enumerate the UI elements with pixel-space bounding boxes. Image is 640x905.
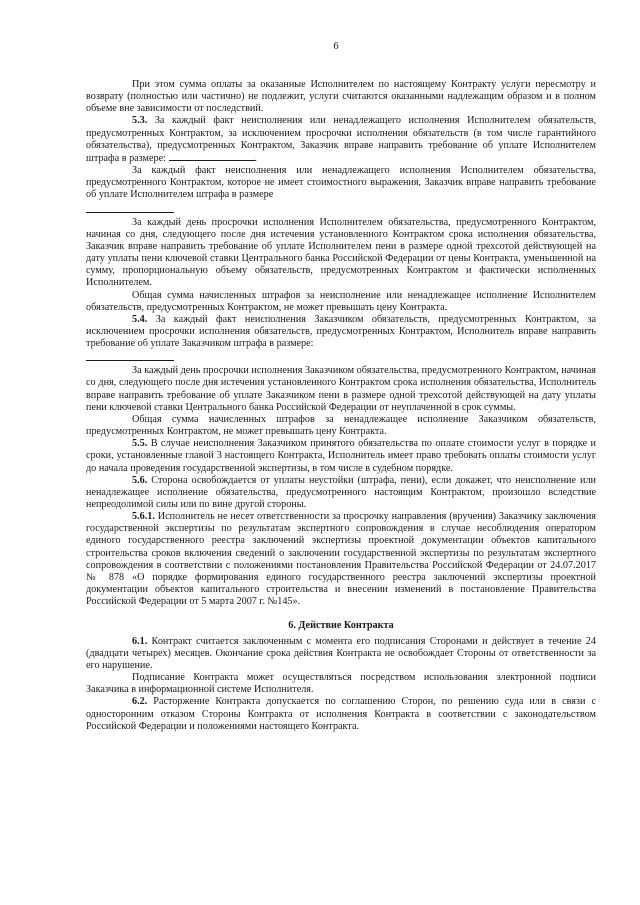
paragraph-5-3: 5.3. За каждый факт неисполнения или ненадлежащего исполнения Исполнителем обязательств, предусмотренных Контрактом, за исключением просрочки исполнения обязательств (в том числе гарантийного обязательства), предусмотренных Контрактом, Заказчик вправе направить требование об уплате Исполнителем штрафа в размере: . <box>86 115 596 164</box>
clause-number: 5.4. <box>132 313 148 325</box>
clause-text: Расторжение Контракта допускается по соглашению Сторон, по решению суда или в связи с односторонним отказом Стороны Контракта от исполнения Контракта в соответствии с законодательством Российской Федерации и положениями настоящего Контракта. <box>86 696 596 732</box>
clause-text: Контракт считается заключенным с момента его подписания Сторонами и действует в течение 24 (двадцати четырех) месяцев. Окончание срока действия Контракта не освобождает Стороны от ответственности за его нарушение. <box>86 635 596 671</box>
paragraph-6-1-signature: Подписание Контракта может осуществляться посредством использования электронной подписи Заказчика в информационной системе Исполнителя. <box>86 672 596 696</box>
clause-number: 5.5. <box>132 438 148 450</box>
paragraph-payment-note: При этом сумма оплаты за оказанные Исполнителем по настоящему Контракту услуги пересмотру и возврату (полностью или частично) не подлежит, услуги считаются оказанными надлежащим образом и в полном объеме вне зависимости от последствий. <box>86 79 596 115</box>
clause-text: Исполнитель не несет ответственности за просрочку направления (вручения) Заказчику заключения государственной экспертизы по результатам экспертного сопровождения в случае несоблюдения оператором единого государственного реестра заключений экспертизы проектной документации объектов капитального строительства сроков включения сведений о заключении государственной экспертизы по результатам экспертного сопровождения в соответствии с положениями постановления Правительства Российской Федерации от 24.07.2017 № 878 «О порядке формирования единого государственного реестра заключений экспертизы проектной документации объектов капитального строительства и внесении изменений в постановление Правительства Российской Федерации от 5 марта 2007 г. №145». <box>86 511 596 608</box>
paragraph-5-4-penalty: За каждый день просрочки исполнения Заказчиком обязательства, предусмотренного Контрактом, начиная со дня, следующего после дня истечения установленного Контрактом срока исполнения обязательства, Исполнитель вправе направить требование об уплате Заказчиком пени в размере одной трехсотой действующей на дату уплаты пени ключевой ставки Центрального банка Российской Федерации от неуплаченной в срок суммы. <box>86 365 596 413</box>
section-heading-6: 6. Действие Контракта <box>288 620 394 632</box>
clause-text: За каждый факт неисполнения Заказчиком обязательств, предусмотренных Контрактом, за исключением просрочки исполнения обязательств, предусмотренных Контрактом, Исполнитель вправе направить требование об уплате Заказчиком штрафа в размере: <box>86 313 596 350</box>
fill-in-blank <box>169 152 255 161</box>
clause-number: 5.6. <box>132 474 148 486</box>
paragraph-6-1 <box>86 636 596 672</box>
clause-number: 5.3. <box>132 115 148 127</box>
clause-number: 6.1. <box>132 635 148 647</box>
paragraph-5-4 <box>86 314 596 350</box>
clause-text: Сторона освобождается от уплаты неустойки (штрафа, пени), если докажет, что неисполнение или ненадлежащее исполнение обязательства, предусмотренного настоящим Контрактом, произошло вследствие непреодолимой силы или по вине другой стороны. <box>86 474 596 510</box>
paragraph-5-3-nonmonetary: За каждый факт неисполнения или ненадлежащего исполнения Исполнителем обязательства, предусмотренного Контрактом, которое не имеет стоимостного выражения, Заказчик вправе направить требование об уплате Исполнителем штрафа в размере <box>86 165 596 201</box>
paragraph-5-5 <box>86 438 596 474</box>
clause-text: За каждый факт неисполнения или ненадлежащего исполнения Исполнителем обязательств, предусмотренных Контрактом, за исключением просрочки исполнения обязательств (в том числе гарантийного обязательства), предусмотренных Контрактом, Заказчик вправе направить требование об уплате Исполнителем штрафа в размере: <box>86 115 596 164</box>
clause-number: 5.6.1. <box>132 511 155 523</box>
fill-in-blank-line <box>86 350 174 361</box>
fill-in-blank-line <box>86 202 174 213</box>
paragraph-6-2 <box>86 696 596 732</box>
paragraph-5-3-penalty: За каждый день просрочки исполнения Исполнителем обязательства, предусмотренного Контрактом, начиная со дня, следующего после дня истечения установленного Контрактом срока исполнения обязательства, Заказчик вправе направить требование об уплате Исполнителем пени в размере одной трехсотой действующей на дату уплаты пени ключевой ставки Центрального банка Российской Федерации от цены Контракта, уменьшенной на сумму, пропорциональную объему обязательств, предусмотренных Контрактом и фактически исполненных Исполнителем. <box>86 216 596 289</box>
paragraph-5-3-total: Общая сумма начисленных штрафов за неисполнение или ненадлежащее исполнение Исполнителем обязательств, предусмотренных Контрактом, не может превышать цену Контракта. <box>86 289 596 313</box>
paragraph-5-6 <box>86 475 596 511</box>
clause-text: В случае неисполнения Заказчиком принятого обязательства по оплате стоимости услуг в порядке и сроки, установленные главой 3 настоящего Контракта, Исполнитель имеет право требовать оплаты стоимости услуг до начала проведения государственной экспертизы, в том числе в судебном порядке. <box>86 438 596 474</box>
paragraph-5-6-1 <box>86 511 596 608</box>
clause-number: 6.2. <box>132 696 148 708</box>
paragraph-5-4-total: Общая сумма начисленных штрафов за ненадлежащее исполнение Заказчиком обязательств, предусмотренных Контрактом, не может превышать цену Контракта. <box>86 413 596 438</box>
page-number: 6 <box>333 41 339 52</box>
